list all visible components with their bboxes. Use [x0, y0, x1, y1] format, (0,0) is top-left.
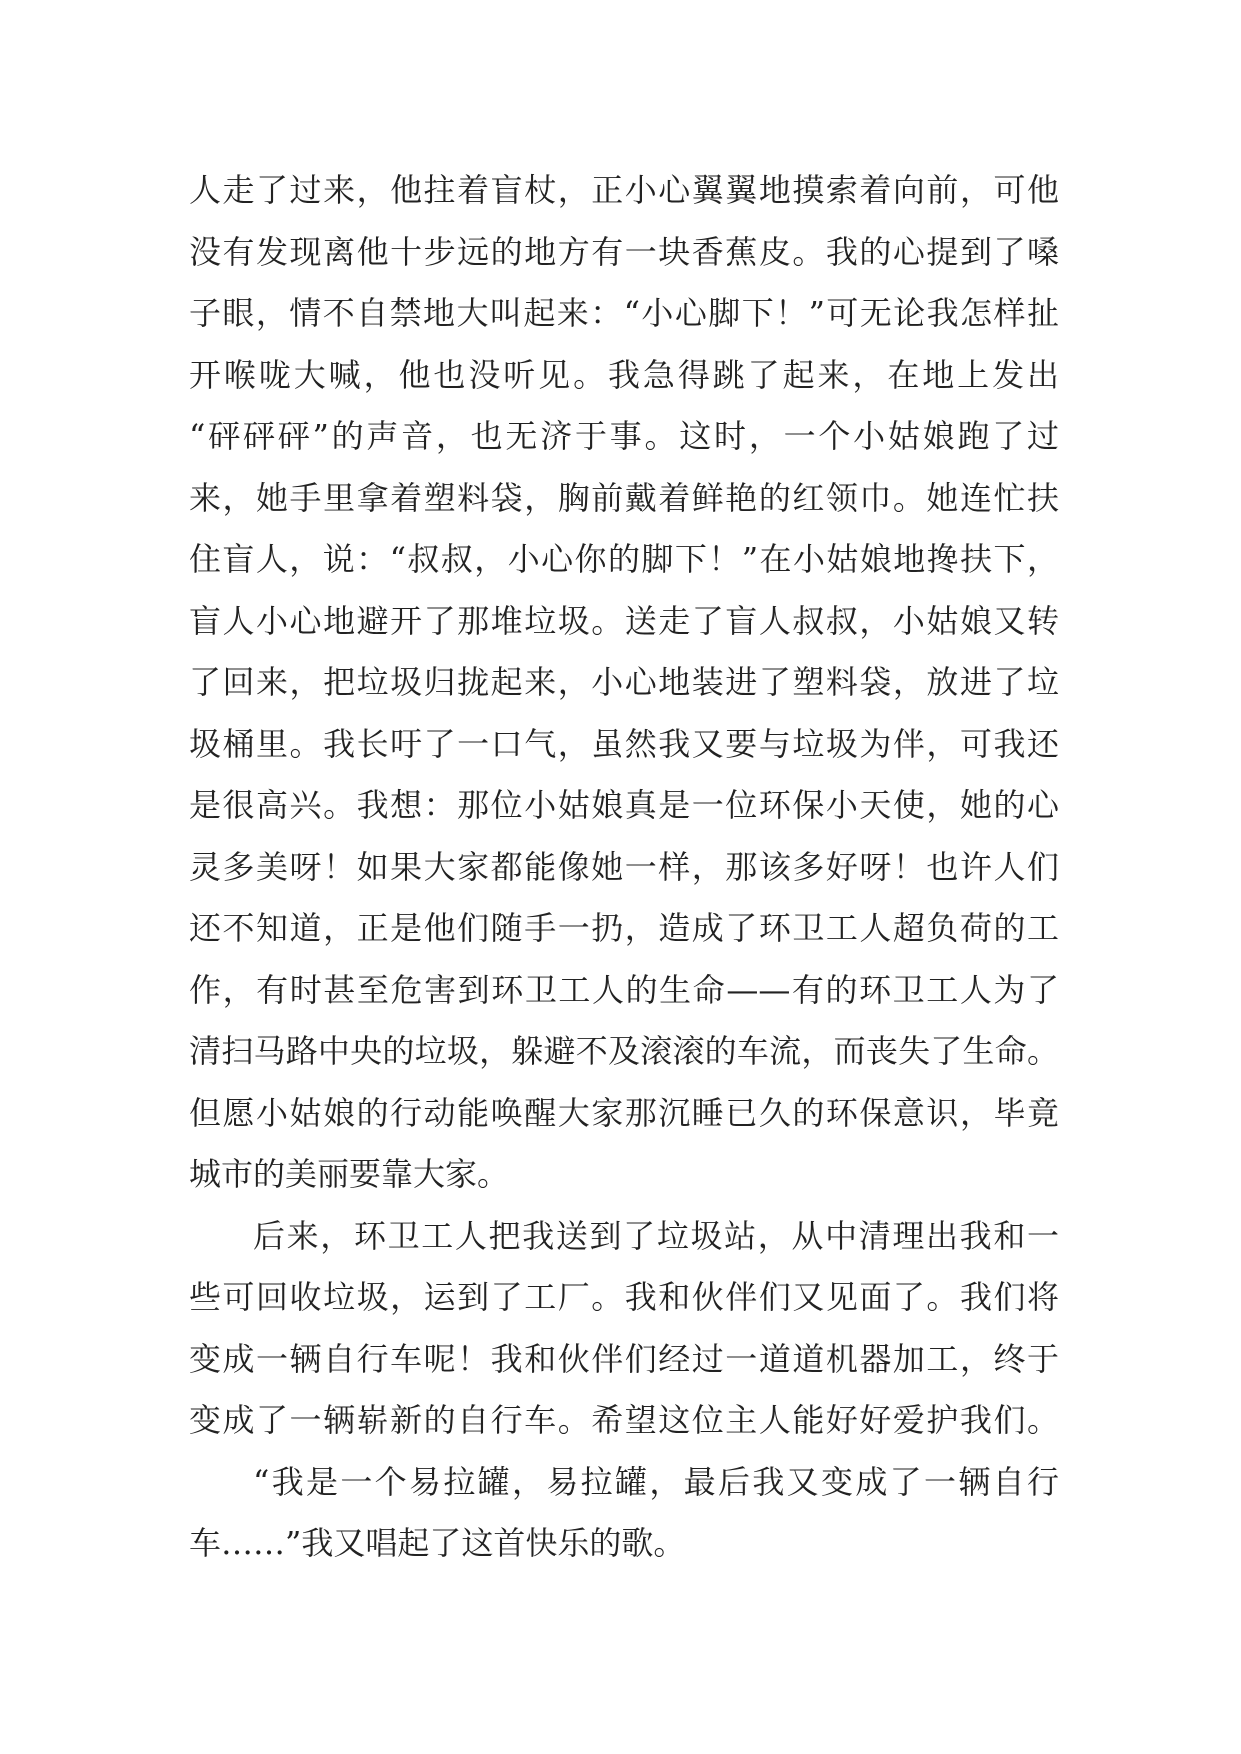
text-line: 是很高兴。我想：那位小姑娘真是一位环保小天使，她的心	[189, 786, 1059, 824]
text-line: 后来，环卫工人把我送到了垃圾站，从中清理出我和一	[253, 1216, 1059, 1255]
text-line: 住盲人，说：“叔叔，小心你的脚下！”在小姑娘地搀扶下，	[189, 540, 1059, 578]
text-line: 开喉咙大喊，他也没听见。我急得跳了起来，在地上发出	[189, 355, 1059, 394]
text-line: 来，她手里拿着塑料袋，胸前戴着鲜艳的红领巾。她连忙扶	[189, 478, 1059, 517]
text-line: 变成一辆自行车呢！我和伙伴们经过一道道机器加工，终于	[189, 1339, 1059, 1378]
text-line: 些可回收垃圾，运到了工厂。我和伙伴们又见面了。我们将	[189, 1278, 1059, 1316]
text-line: “我是一个易拉罐，易拉罐，最后我又变成了一辆自行	[253, 1462, 1059, 1501]
text-line: 没有发现离他十步远的地方有一块香蕉皮。我的心提到了嗓	[189, 232, 1059, 271]
text-line: 了回来，把垃圾归拢起来，小心地装进了塑料袋，放进了垃	[189, 663, 1059, 701]
text-line: 还不知道，正是他们随手一扔，造成了环卫工人超负荷的工	[189, 909, 1059, 947]
body-text	[189, 160, 1059, 1575]
text-line: 清扫马路中央的垃圾，躲避不及滚滚的车流，而丧失了生命。	[189, 1032, 1059, 1070]
text-line: 人走了过来，他拄着盲杖，正小心翼翼地摸索着向前，可他	[189, 171, 1059, 209]
text-line: “砰砰砰”的声音，也无济于事。这时，一个小姑娘跑了过	[189, 417, 1059, 455]
text-line: 灵多美呀！如果大家都能像她一样，那该多好呀！也许人们	[189, 847, 1059, 886]
text-line: 子眼，情不自禁地大叫起来：“小心脚下！”可无论我怎样扯	[189, 294, 1059, 332]
text-line: 盲人小心地避开了那堆垃圾。送走了盲人叔叔，小姑娘又转	[189, 601, 1059, 640]
text-line: 车……”我又唱起了这首快乐的歌。	[189, 1524, 686, 1562]
text-line: 城市的美丽要靠大家。	[189, 1155, 510, 1193]
text-line: 但愿小姑娘的行动能唤醒大家那沉睡已久的环保意识，毕竟	[189, 1093, 1059, 1132]
text-line: 作，有时甚至危害到环卫工人的生命——有的环卫工人为了	[189, 970, 1059, 1009]
text-line: 圾桶里。我长吁了一口气，虽然我又要与垃圾为伴，可我还	[189, 724, 1059, 763]
text-line: 变成了一辆崭新的自行车。希望这位主人能好好爱护我们。	[189, 1401, 1059, 1439]
